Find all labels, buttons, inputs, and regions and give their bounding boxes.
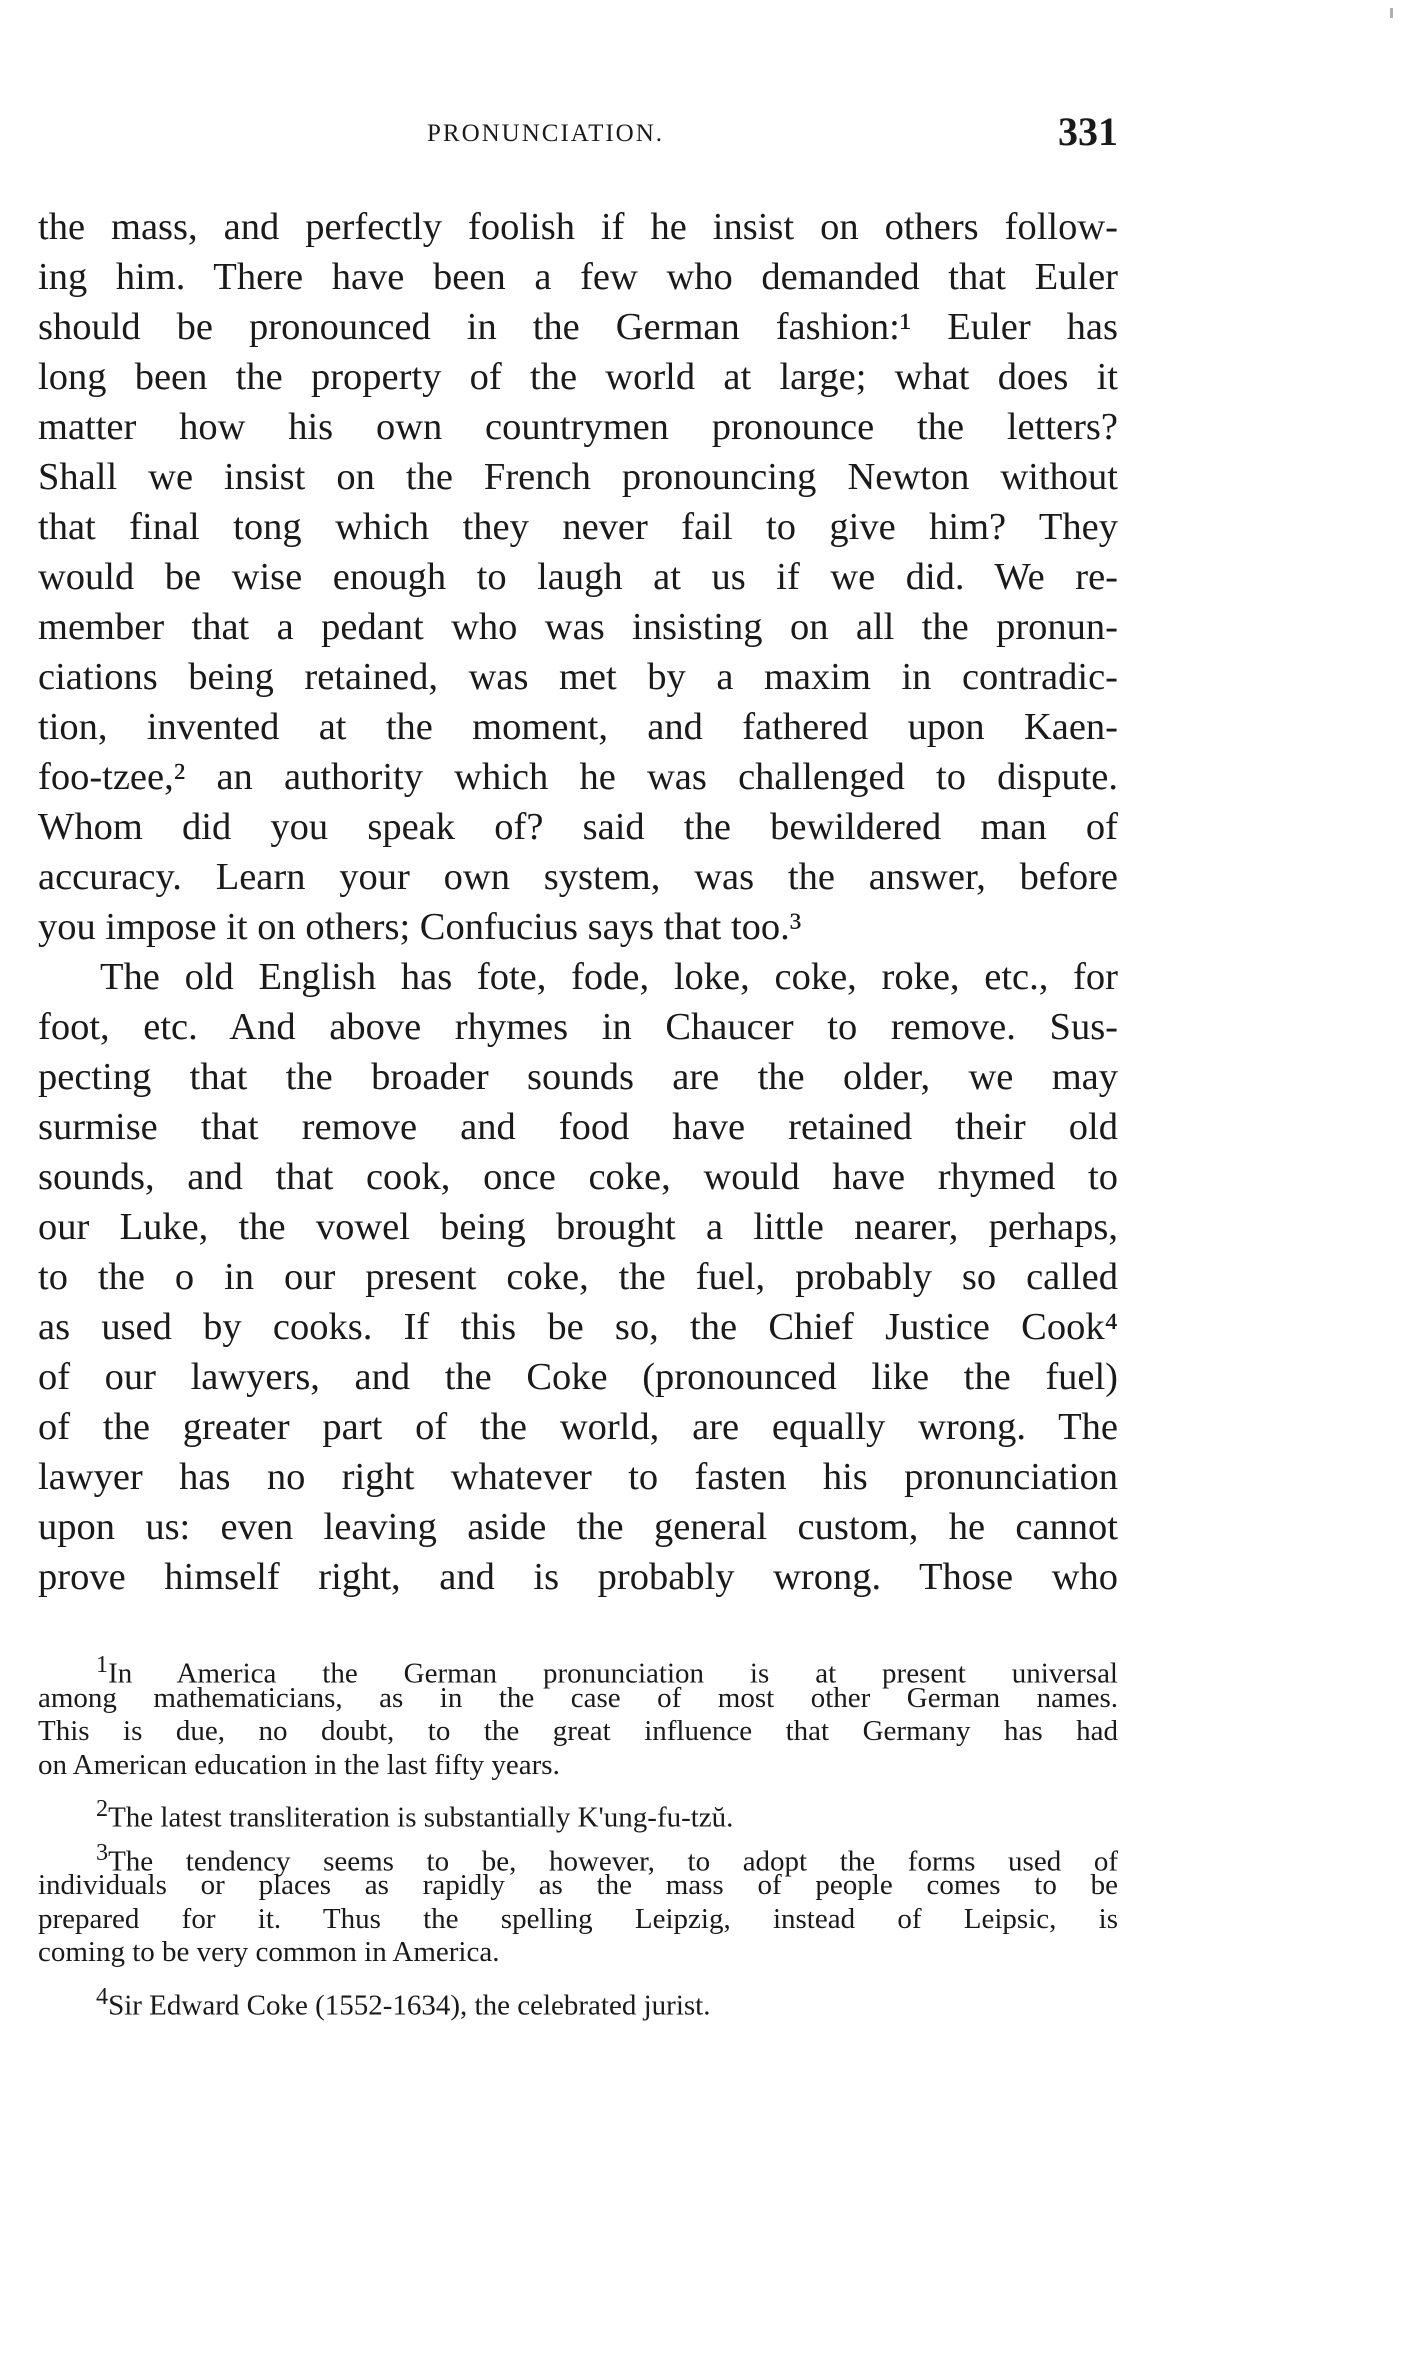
footnote-text: In America the German pronunciation is at present universal [108, 1657, 1118, 1690]
footnote-2 [38, 1792, 1118, 1834]
running-title: PRONUNCIATION. [427, 120, 665, 147]
body-line: sounds, and that cook, once coke, would have rhymed to [38, 1156, 1118, 1198]
footnotes [38, 1648, 1118, 2022]
running-head [0, 108, 1405, 156]
body-line: that final tong which they never fail to give him? They [38, 506, 1118, 548]
body-line: long been the property of the world at large; what does it [38, 356, 1118, 398]
body-line: member that a pedant who was insisting on all the pronun- [38, 606, 1118, 648]
body-line: you impose it on others; Confucius says that too.³ [38, 906, 802, 948]
body-line: would be wise enough to laugh at us if we did. We re- [38, 556, 1118, 598]
footnote-line [38, 1648, 1118, 1690]
footnote-4 [38, 1980, 1118, 2022]
body-line: tion, invented at the moment, and fathered upon Kaen- [38, 706, 1118, 748]
body-text [38, 202, 1118, 1602]
body-line: our Luke, the vowel being brought a little nearer, perhaps, [38, 1206, 1118, 1248]
body-line: ing him. There have been a few who demanded that Euler [38, 256, 1118, 298]
body-line: Shall we insist on the French pronouncing Newton without [38, 456, 1118, 498]
body-line: as used by cooks. If this be so, the Chief Justice Cook⁴ [38, 1306, 1118, 1348]
body-line: lawyer has no right whatever to fasten his pronunciation [38, 1456, 1118, 1498]
body-line: accuracy. Learn your own system, was the answer, before [38, 856, 1118, 898]
body-line: the mass, and perfectly foolish if he insist on others follow- [38, 206, 1118, 248]
footnote-marker: 4 [96, 1982, 109, 2010]
body-line: matter how his own countrymen pronounce the letters? [38, 406, 1118, 448]
footnote-text: The latest transliteration is substantially K'ung-fu-tzŭ. [108, 1801, 734, 1834]
footnote-line: prepared for it. Thus the spelling Leipzig, instead of Leipsic, is [38, 1902, 1118, 1935]
page-number: 331 [1058, 109, 1118, 154]
body-line: of our lawyers, and the Coke (pronounced like the fuel) [38, 1356, 1118, 1398]
footnote-text: The tendency seems to be, however, to adopt the forms used of [108, 1845, 1118, 1878]
body-line: The old English has fote, fode, loke, coke, roke, etc., for [100, 956, 1118, 998]
body-line: upon us: even leaving aside the general custom, he cannot [38, 1506, 1118, 1548]
body-line: pecting that the broader sounds are the older, we may [38, 1056, 1118, 1098]
footnote-marker: 2 [96, 1795, 109, 1822]
body-line: should be pronounced in the German fashion:¹ Euler has [38, 306, 1118, 348]
footnote-line: coming to be very common in America. [38, 1936, 500, 1968]
body-line: to the o in our present coke, the fuel, probably so called [38, 1256, 1118, 1298]
footnote-text: Sir Edward Coke (1552-1634), the celebrated jurist. [108, 1989, 711, 2022]
footnote-line [38, 1836, 1118, 1878]
footnote-1 [38, 1648, 1118, 1782]
footnote-line: individuals or places as rapidly as the mass of people comes to be [38, 1869, 1118, 1901]
footnote-line [38, 1792, 1118, 1834]
footnote-marker: 3 [96, 1838, 109, 1866]
footnote-3 [38, 1836, 1118, 1970]
footnote-line [38, 1980, 1118, 2022]
body-line: prove himself right, and is probably wrong. Those who [38, 1556, 1118, 1598]
stray-ink-mark [1390, 8, 1393, 18]
footnote-line: among mathematicians, as in the case of most other German names. [38, 1681, 1118, 1714]
body-line: foo-tzee,² an authority which he was challenged to dispute. [38, 756, 1118, 798]
footnote-line: on American education in the last fifty years. [38, 1748, 560, 1781]
footnote-marker: 1 [96, 1651, 109, 1678]
footnote-line: This is due, no doubt, to the great influence that Germany has had [38, 1715, 1118, 1747]
body-line: surmise that remove and food have retained their old [38, 1106, 1118, 1148]
body-line: foot, etc. And above rhymes in Chaucer to remove. Sus- [38, 1006, 1118, 1048]
body-line: ciations being retained, was met by a maxim in contradic- [38, 656, 1118, 698]
body-line: of the greater part of the world, are equally wrong. The [38, 1406, 1118, 1448]
body-line: Whom did you speak of? said the bewildered man of [38, 806, 1118, 848]
